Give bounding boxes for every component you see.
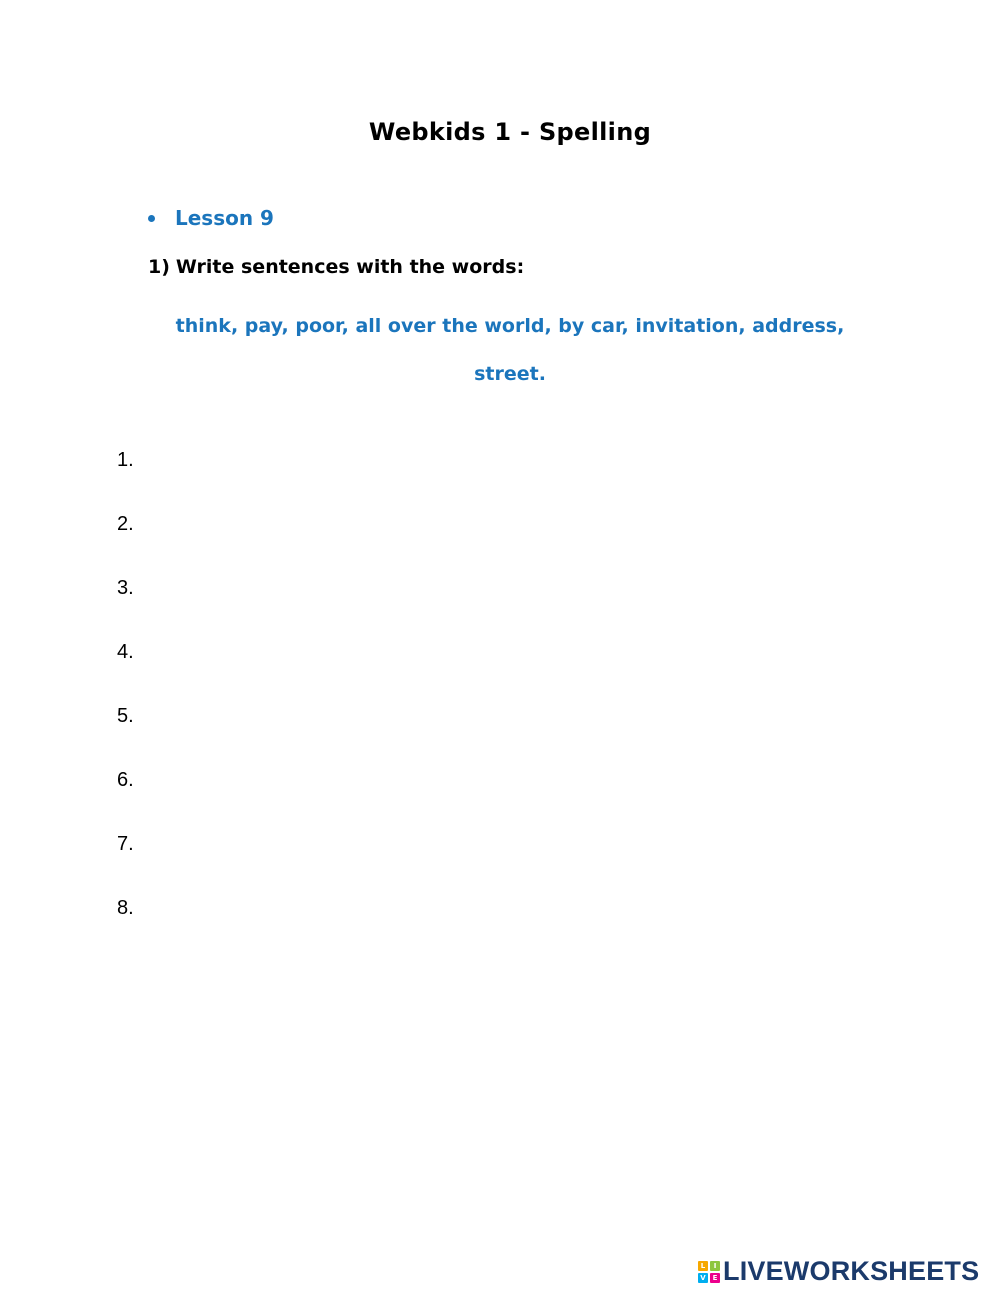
logo-block: E — [710, 1273, 720, 1283]
answer-item-8: 8. — [117, 897, 134, 919]
word-list: think, pay, poor, all over the world, by car, invitation, address, street. — [175, 315, 845, 385]
answer-item-2: 2. — [117, 513, 134, 535]
exercise-instruction — [148, 256, 524, 278]
logo-block: I — [710, 1261, 720, 1271]
answer-item-3: 3. — [117, 577, 134, 599]
answer-item-6: 6. — [117, 769, 134, 791]
bullet-icon — [148, 215, 155, 222]
liveworksheets-logo — [698, 1256, 979, 1287]
answer-item-1: 1. — [117, 449, 134, 471]
logo-block: L — [698, 1261, 708, 1271]
logo-blocks-icon — [698, 1261, 720, 1283]
exercise-instruction-text: Write sentences with the words: — [175, 256, 525, 278]
answer-list — [117, 446, 134, 958]
logo-text: LIVEWORKSHEETS — [723, 1256, 980, 1286]
answer-item-7: 7. — [117, 833, 134, 855]
answer-item-4: 4. — [117, 641, 134, 663]
exercise-number: 1) — [148, 256, 170, 278]
lesson-heading — [148, 206, 274, 230]
lesson-label: Lesson 9 — [175, 206, 274, 230]
logo-block: V — [698, 1273, 708, 1283]
answer-item-5: 5. — [117, 705, 134, 727]
worksheet-title: Webkids 1 - Spelling — [368, 118, 652, 146]
